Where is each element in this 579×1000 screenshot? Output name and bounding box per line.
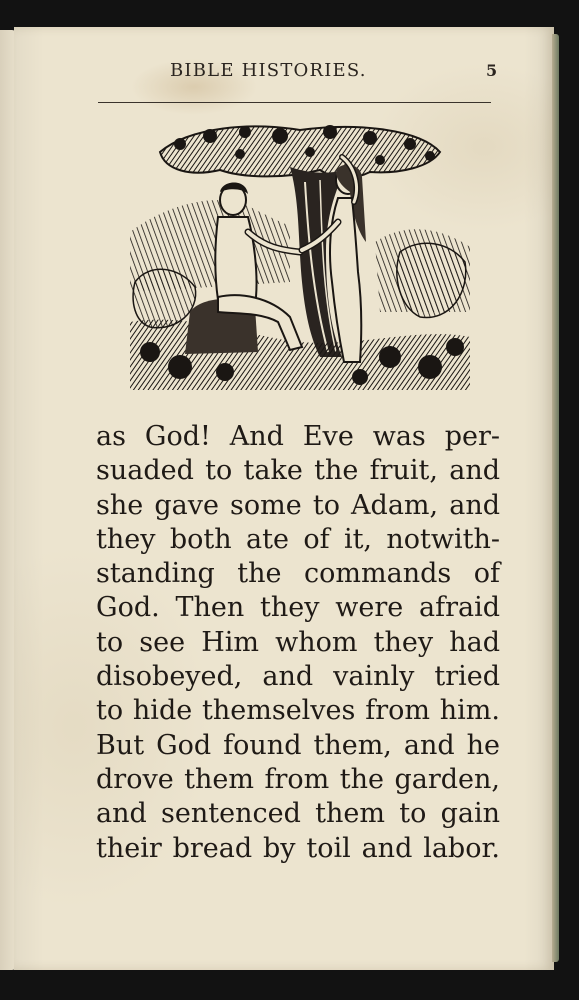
text-line: and sentenced them to gain <box>96 798 500 830</box>
text-line: their bread by toil and labor. <box>96 832 500 864</box>
text-line: they both ate of it, notwith- <box>96 523 500 555</box>
header-rule <box>98 102 491 103</box>
body-paragraph <box>96 420 500 866</box>
text-line: as God! And Eve was per- <box>96 421 500 452</box>
text-line: disobeyed, and vainly tried <box>96 661 500 693</box>
text-line: drove them from the garden, <box>96 763 500 795</box>
text-line: to see Him whom they had <box>96 626 500 658</box>
running-title: BIBLE HISTORIES. <box>170 60 367 81</box>
text-line: But God found them, and he <box>96 729 500 761</box>
text-line: she gave some to Adam, and <box>96 489 500 521</box>
text-line: to hide themselves from him. <box>96 695 500 727</box>
page-number: 5 <box>486 61 498 80</box>
text-line: suaded to take the fruit, and <box>96 455 500 487</box>
adam-and-eve-woodcut-icon <box>130 122 470 390</box>
page-edge <box>552 34 559 962</box>
text-line: God. Then they were afraid <box>96 592 500 624</box>
text-line: standing the commands of <box>96 558 500 590</box>
